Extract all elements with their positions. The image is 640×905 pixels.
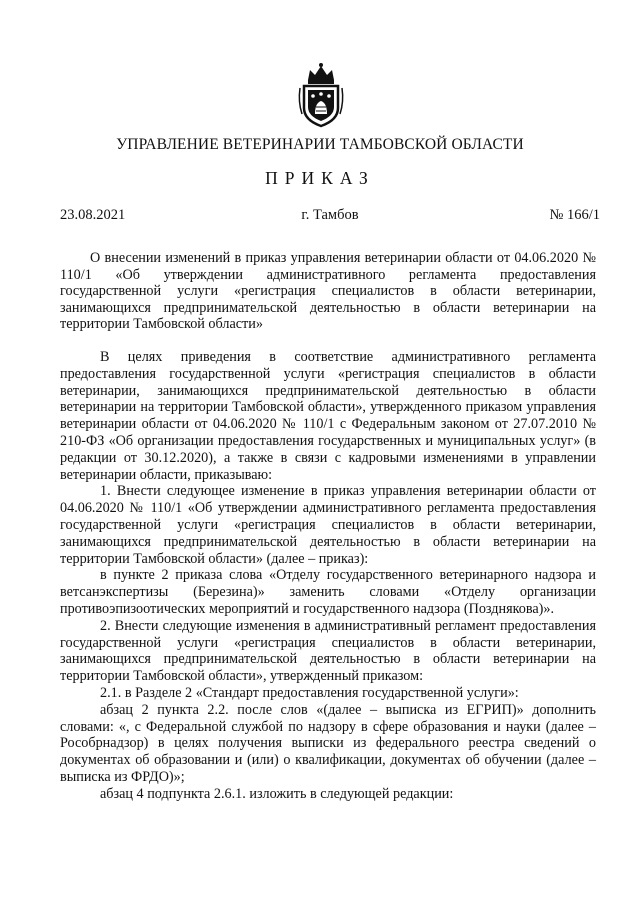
- body-paragraph: В целях приведения в соответствие административного регламента предоставления государственной услуги «регистрация специалистов в области ветеринарии, занимающихся предпринимательской деятельностью в области ветеринарии на территории Тамбовской области», утвержденного приказом управления ветеринарии области от 04.06.2020 № 110/1 с Федеральным законом от 27.07.2010 № 210-ФЗ «Об организации предоставления государственных и муниципальных услуг» (в редакции от 30.12.2020), а также в связи с кадровыми изменениями в управлении ветеринарии области, приказываю:: [60, 349, 596, 483]
- organization-title: УПРАВЛЕНИЕ ВЕТЕРИНАРИИ ТАМБОВСКОЙ ОБЛАСТИ: [116, 136, 524, 153]
- body-paragraph: 2. Внести следующие изменения в административный регламент предоставления государственной услуги «регистрация специалистов в области ветеринарии, занимающихся предпринимательской деятельностью в области ветеринарии на территории Тамбовской области», утвержденный приказом:: [60, 617, 596, 685]
- document-type: ПРИКАЗ: [265, 168, 375, 188]
- document-city: г. Тамбов: [301, 207, 359, 223]
- body-paragraph: в пункте 2 приказа слова «Отделу государственного ветеринарного надзора и ветсанэкспертизы (Березина)» заменить словами «Отделу организации противоэпизоотических мероприятий и государственного надзора (Позднякова)».: [60, 567, 596, 617]
- body-paragraph: 1. Внести следующее изменение в приказ управления ветеринарии области от 04.06.2020 № 110/1 «Об утверждении административного регламента предоставления государственной услуги «регистрация специалистов в области ветеринарии, занимающихся предпринимательской деятельностью в области ветеринарии на территории Тамбовской области» (далее – приказ):: [60, 483, 596, 567]
- body-paragraph: 2.1. в Разделе 2 «Стандарт предоставления государственной услуги»:: [100, 684, 519, 701]
- body-paragraph: абзац 2 пункта 2.2. после слов «(далее – выписка из ЕГРИП)» дополнить словами: «, с Федеральной службой по надзору в сфере образования и науки (далее – Рособрнадзор) в целях получения выписки из федерального реестра сведений о документах об образовании и (или) о квалификации, документах об обучении (далее – выписка из ФРДО)»;: [60, 701, 596, 785]
- document-subject: О внесении изменений в приказ управления ветеринарии области от 04.06.2020 № 110/1 «Об утверждении административного регламента предоставления государственной услуги «регистрация специалистов в области ветеринарии, занимающихся предпринимательской деятельностью в области ветеринарии на территории Тамбовской области»: [60, 250, 596, 333]
- document-number: № 166/1: [549, 207, 600, 223]
- document-meta: [60, 207, 600, 225]
- coat-of-arms-icon: [296, 62, 346, 128]
- document-date: 23.08.2021: [60, 207, 126, 223]
- document-body: [60, 349, 596, 803]
- body-paragraph: абзац 4 подпункта 2.6.1. изложить в следующей редакции:: [100, 785, 454, 802]
